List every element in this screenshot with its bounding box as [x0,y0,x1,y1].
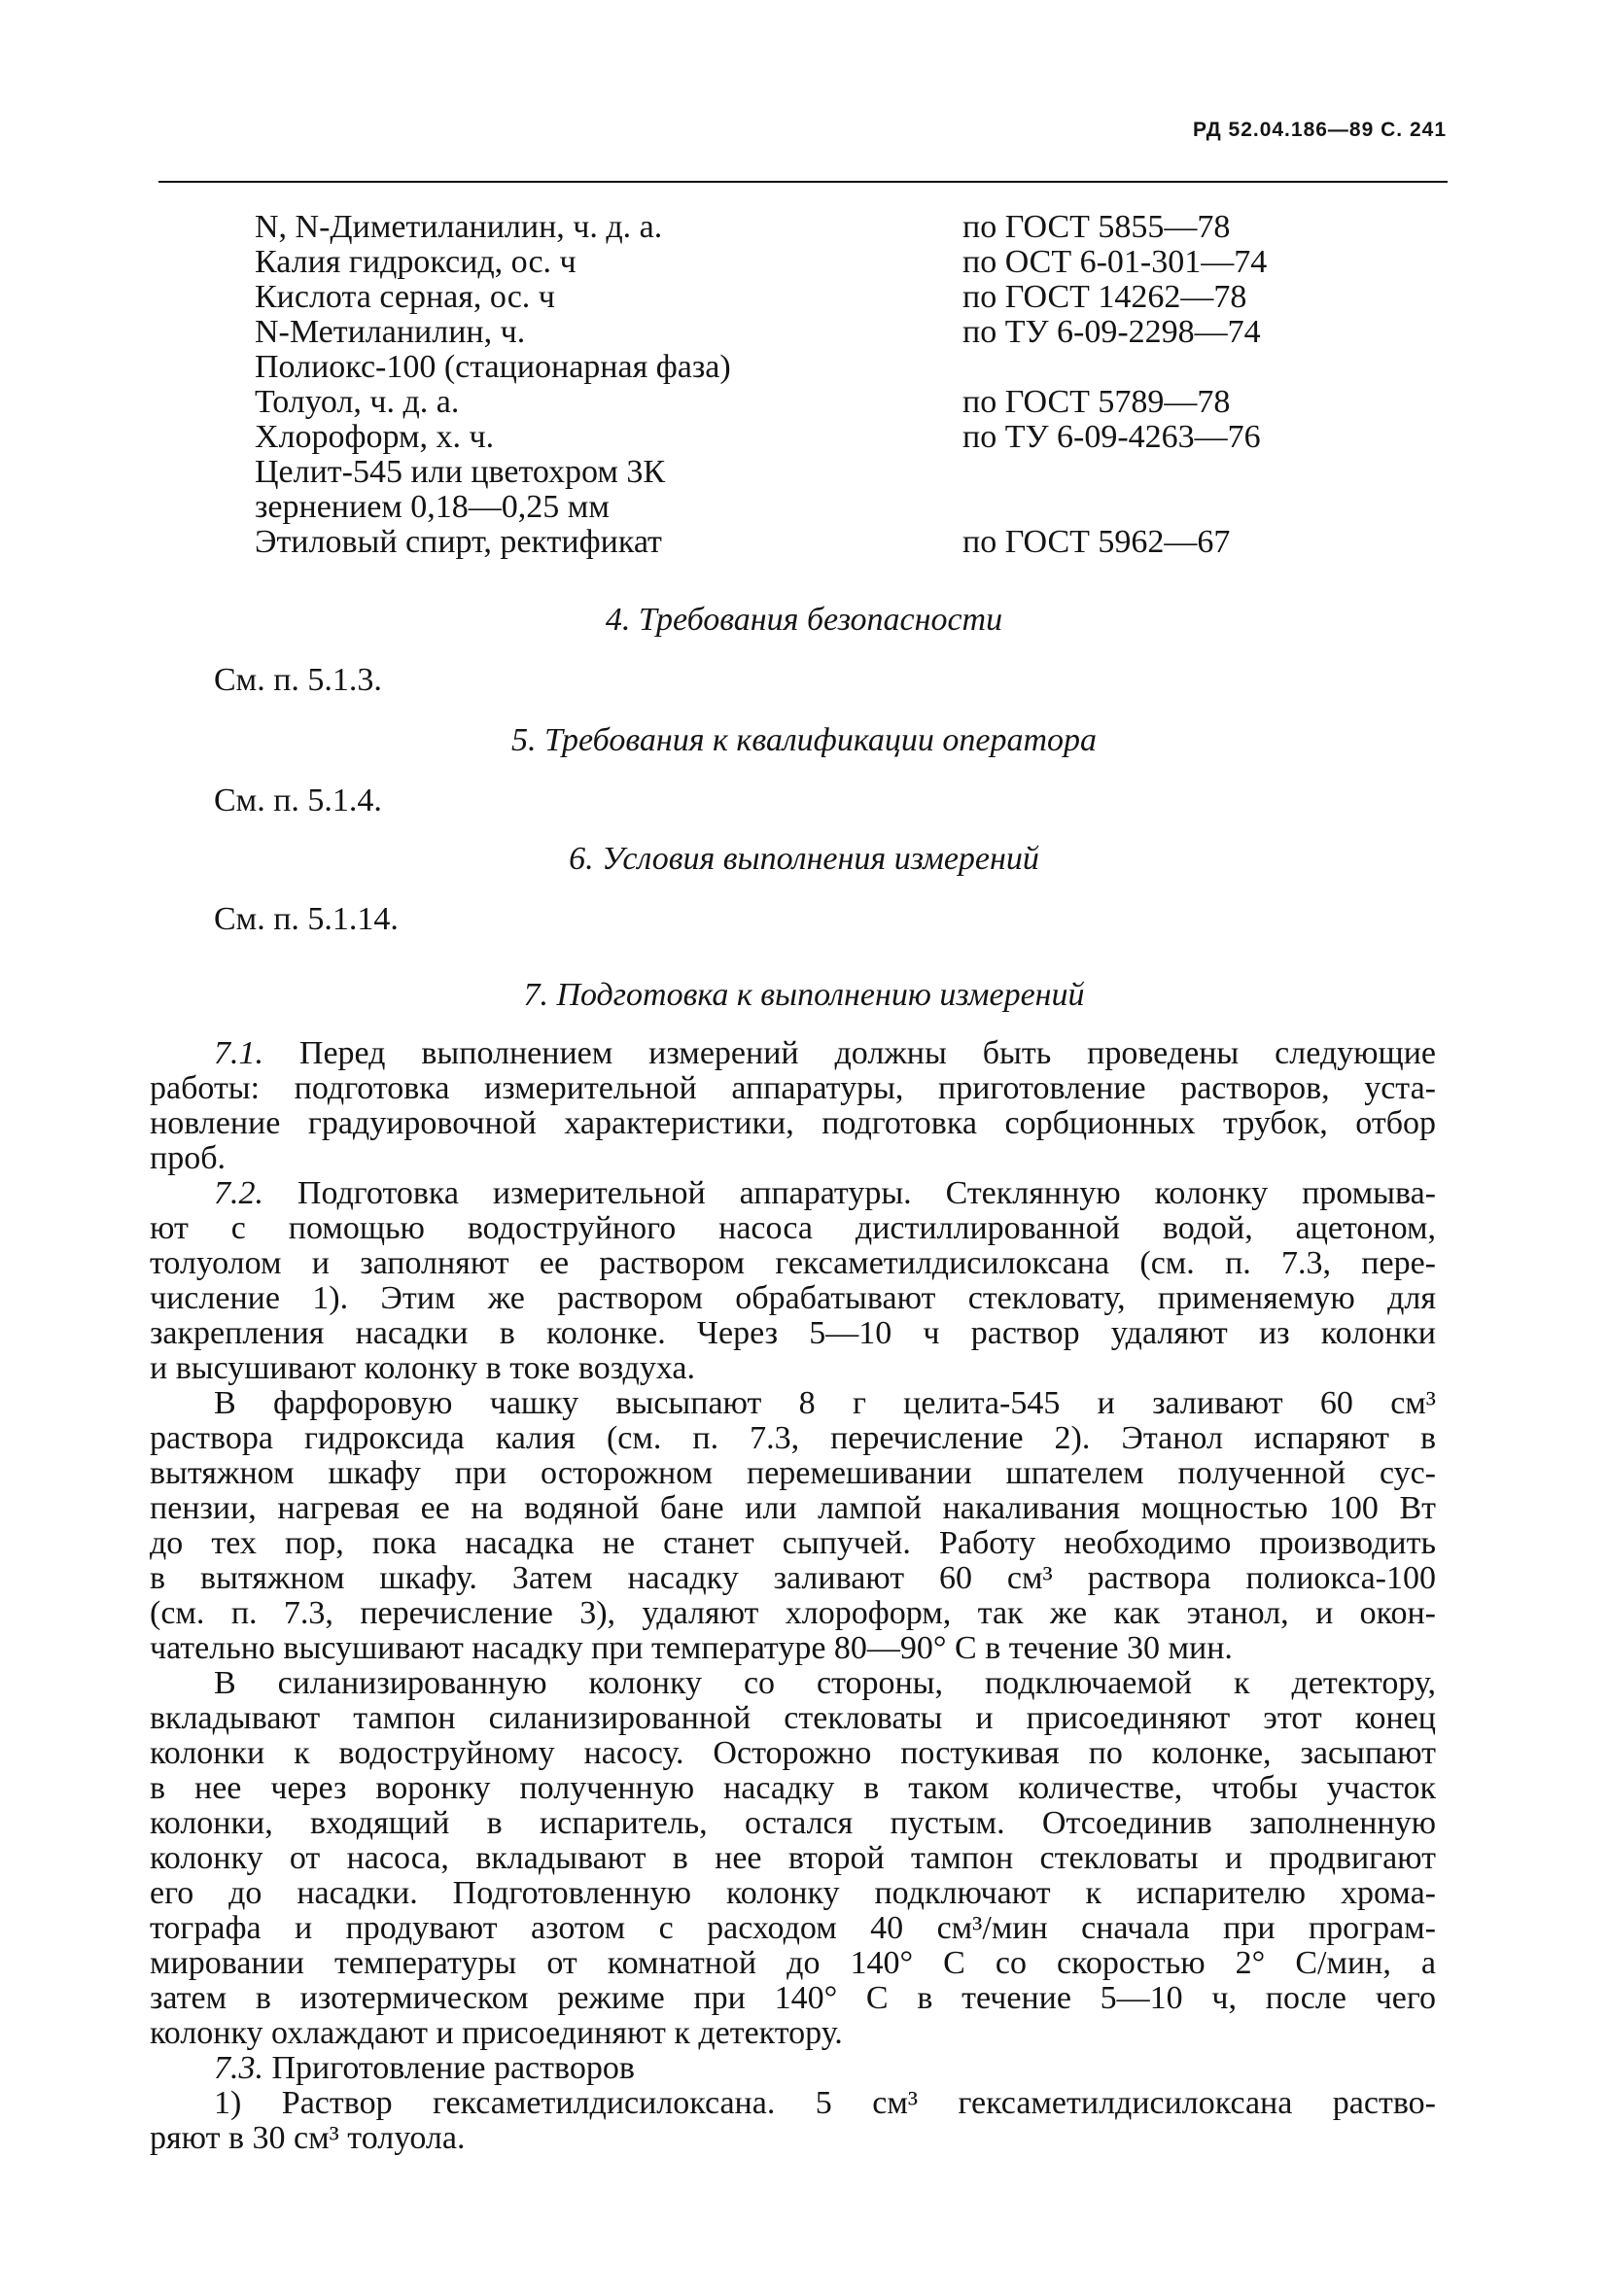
reagent-standard: по ОСТ 6-01-301—74 [962,244,1268,280]
page-header-code: РД 52.04.186—89 С. 241 [1193,119,1447,141]
text-line: вытяжном шкафу при осторожном перемешивании шпателем полученной сус- [150,1455,1436,1491]
section-heading-measurement-conditions: 6. Условия выполнения измерений [569,841,1039,877]
reagent-standard: по ТУ 6-09-2298—74 [962,314,1261,350]
clause-number: 7.3. [214,2050,263,2086]
text-line: вкладывают тампон силанизированной стекловаты и присоединяют этот конец [150,1700,1436,1736]
section-reference: См. п. 5.1.14. [214,901,399,937]
reagent-name: Толуол, ч. д. а. [255,384,460,420]
text-line: колонки, входящий в испаритель, остался пустым. Отсоединив заполненную [150,1805,1436,1841]
text-line: колонку от насоса, вкладывают в нее второй тампон стекловаты и продвигают [150,1840,1436,1876]
text-line: колонку охлаждают и присоединяют к детектору. [150,2015,843,2051]
text-line: (см. п. 7.3, перечисление 3), удаляют хлороформ, так же как этанол, и окон- [150,1595,1436,1631]
text-line: закрепления насадки в колонке. Через 5—10 ч раствор удаляют из колонки [150,1315,1436,1351]
reagent-row [255,210,1363,245]
reagent-row [255,245,1363,280]
section-heading-operator-qualification: 5. Требования к квалификации оператора [510,722,1098,758]
text-line [150,1036,1436,1071]
text-line: колонки к водоструйному насосу. Осторожно постукивая по колонке, засыпают [150,1735,1436,1771]
reagent-name: зернением 0,18—0,25 мм [255,489,610,525]
text-line: В силанизированную колонку со стороны, подключаемой к детектору, [214,1665,1436,1701]
text-segment: Приготовление растворов [263,2050,635,2086]
reagent-name: Целит-545 или цветохром 3К [255,454,666,490]
reagent-row [255,525,1363,560]
reagent-row [255,315,1363,350]
paragraph-7-3 [150,2051,1436,2086]
reagent-name: N, N-Диметиланилин, ч. д. а. [255,209,663,245]
text-line: и высушивают колонку в токе воздуха. [150,1350,695,1386]
section-reference: См. п. 5.1.3. [214,662,382,698]
text-line: до тех пор, пока насадка не станет сыпучей. Работу необходимо производить [150,1525,1436,1561]
text-line: мировании температуры от комнатной до 140° С со скоростью 2° С/мин, а [150,1945,1436,1981]
clause-number: 7.2. [214,1175,263,1211]
reagent-row [255,455,1363,490]
reagent-name: Хлороформ, х. ч. [255,419,495,455]
text-line: 1) Раствор гексаметилдисилоксана. 5 см³ гексаметилдисилоксана раство- [214,2085,1436,2121]
reagent-name: Полиокс-100 (стационарная фаза) [255,349,731,385]
text-line: проб. [150,1140,226,1176]
section-heading-safety: 4. Требования безопасности [605,602,1003,638]
text-line: ют с помощью водоструйного насоса дистиллированной водой, ацетоном, [150,1210,1436,1246]
text-line: пензии, нагревая ее на водяной бане или лампой накаливания мощностью 100 Вт [150,1490,1436,1526]
text-line: В фарфоровую чашку высыпают 8 г целита-545 и заливают 60 см³ [214,1385,1436,1421]
reagents-list [255,210,1363,560]
reagent-row [255,350,1363,385]
text-line: новление градуировочной характеристики, подготовка сорбционных трубок, отбор [150,1105,1436,1141]
paragraph-7-1 [150,1036,1436,1176]
reagent-name: Кислота серная, ос. ч [255,279,555,315]
text-line: затем в изотермическом режиме при 140° С в течение 5—10 ч, после чего [150,1980,1436,2016]
reagent-standard: по ГОСТ 14262—78 [962,279,1247,315]
text-line: работы: подготовка измерительной аппаратуры, приготовление растворов, уста- [150,1070,1436,1106]
text-line: раствора гидроксида калия (см. п. 7.3, перечисление 2). Этанол испаряют в [150,1420,1436,1456]
text-line: числение 1). Этим же раствором обрабатывают стекловату, применяемую для [150,1280,1436,1316]
text-line: ряют в 30 см³ толуола. [150,2120,466,2156]
reagent-name: Этиловый спирт, ректификат [255,524,662,560]
paragraph-7-2 [150,1176,1436,1386]
reagent-row [255,385,1363,420]
paragraph-7-2-column [150,1666,1436,2051]
reagent-name: N-Метиланилин, ч. [255,314,526,350]
section-reference: См. п. 5.1.4. [214,783,382,818]
text-line: в нее через воронку полученную насадку в таком количестве, чтобы участок [150,1770,1436,1806]
reagent-row [255,420,1363,455]
reagent-name: Калия гидроксид, ос. ч [255,244,577,280]
text-segment: Подготовка измерительной аппаратуры. Стеклянную колонку промыва- [263,1175,1436,1211]
text-line [150,1176,1436,1211]
reagent-standard: по ТУ 6-09-4263—76 [962,419,1261,455]
reagent-standard: по ГОСТ 5855—78 [962,209,1231,245]
text-line: тографа и продувают азотом с расходом 40 см³/мин сначала при програм- [150,1910,1436,1946]
text-line: его до насадки. Подготовленную колонку подключают к испарителю хрома- [150,1875,1436,1911]
paragraph-7-3-item-1 [150,2086,1436,2156]
header-rule [158,181,1448,183]
section-heading-preparation: 7. Подготовка к выполнению измерений [523,977,1085,1013]
reagent-row [255,490,1363,525]
text-line: в вытяжном шкафу. Затем насадку заливают 60 см³ раствора полиокса-100 [150,1560,1436,1596]
text-line: толуолом и заполняют ее раствором гексаметилдисилоксана (см. п. 7.3, пере- [150,1245,1436,1281]
reagent-row [255,280,1363,315]
text-line: чательно высушивают насадку при температуре 80—90° С в течение 30 мин. [150,1630,1233,1666]
reagent-standard: по ГОСТ 5962—67 [962,524,1231,560]
clause-number: 7.1. [214,1035,263,1071]
reagent-standard: по ГОСТ 5789—78 [962,384,1231,420]
text-segment: Перед выполнением измерений должны быть проведены следующие [263,1035,1436,1071]
text-line [150,2051,1436,2086]
paragraph-7-2-celite [150,1386,1436,1666]
